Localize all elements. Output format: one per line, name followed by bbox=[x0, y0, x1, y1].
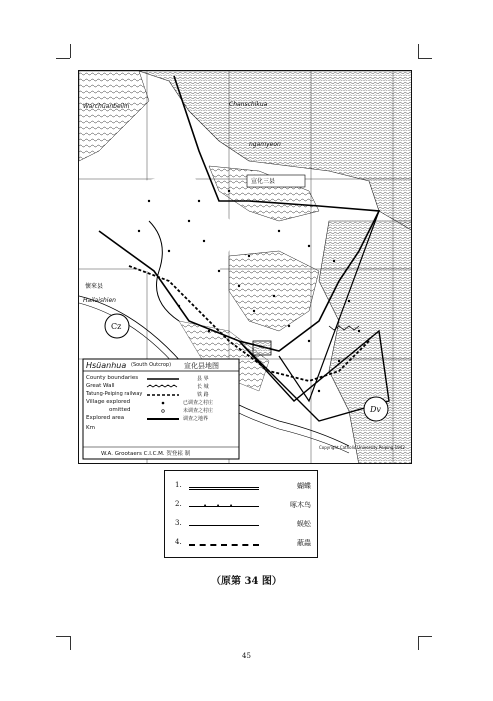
label-top-left-name: Warchüanbeilin bbox=[83, 103, 130, 110]
legend-label: 蜈蚣 bbox=[297, 520, 311, 528]
legend-row bbox=[175, 498, 315, 514]
legend-label: 蝴蝶 bbox=[297, 482, 311, 490]
key-label-3: Village explored bbox=[86, 399, 131, 405]
crop-mark-top-right bbox=[418, 44, 433, 58]
key-label-2: Tatung-Peiping railway bbox=[86, 391, 143, 397]
label-copyright: Copyright Catholic University Peiping 1942 bbox=[319, 445, 405, 450]
legend-num: 1. bbox=[175, 481, 182, 489]
legend-label: 蔽蟲 bbox=[297, 539, 311, 547]
key-cn-3: 已调查之村庄 bbox=[183, 400, 214, 406]
legend-num: 4. bbox=[175, 538, 182, 546]
badge-cz: Cz bbox=[111, 322, 122, 331]
label-left-city-cn: 懷來县 bbox=[85, 283, 104, 290]
legend-title-cn: 宣化县地图 bbox=[184, 362, 219, 370]
label-sub-center-name: ngamyeon bbox=[249, 141, 281, 148]
key-label-6: Km bbox=[86, 425, 95, 431]
key-label-0: County boundaries bbox=[86, 375, 139, 381]
crop-mark-top-left bbox=[56, 44, 71, 58]
legend-line-double bbox=[189, 487, 259, 488]
crop-mark-top-right-h bbox=[418, 58, 432, 59]
key-label-1: Great Wall bbox=[86, 383, 115, 389]
badge-dv: Dv bbox=[370, 405, 381, 414]
legend-row bbox=[175, 517, 315, 533]
label-top-banner-cn: 宣化三县 bbox=[251, 178, 276, 185]
crop-mark-top-left-h bbox=[56, 58, 70, 59]
legend-label: 啄木鸟 bbox=[290, 501, 311, 509]
crop-mark-bottom-right bbox=[418, 636, 433, 650]
key-cn-1: 长 城 bbox=[197, 384, 209, 390]
legend-row bbox=[175, 536, 315, 552]
key-label-5: Explored area bbox=[86, 415, 125, 421]
key-cn-0: 县 界 bbox=[197, 376, 209, 382]
key-label-4: omitted bbox=[109, 407, 131, 413]
crop-mark-bottom-left-h bbox=[56, 636, 70, 637]
legend-title-paren: (South Outcrop) bbox=[131, 362, 172, 368]
label-top-center-name: Chanschikua bbox=[229, 101, 268, 108]
legend-num: 3. bbox=[175, 519, 182, 527]
legend-line-solid bbox=[189, 525, 259, 526]
legend-row bbox=[175, 479, 315, 495]
legend-num: 2. bbox=[175, 500, 182, 508]
legend-title-en: Hsüanhua bbox=[86, 361, 127, 370]
legend-line-dashed bbox=[189, 544, 259, 546]
map-author: W.A. Grootaers C.I.C.M. 贺登崧 制 bbox=[101, 451, 191, 457]
key-cn-2: 铁 路 bbox=[197, 392, 209, 398]
legend-marker-dots: • • • bbox=[203, 502, 234, 510]
legend-box bbox=[164, 470, 318, 558]
legend-line-double-2 bbox=[189, 489, 259, 490]
map-drawing bbox=[79, 71, 412, 464]
key-cn-5: 调查之地界 bbox=[183, 416, 209, 422]
crop-mark-bottom-left bbox=[56, 636, 71, 650]
figure-caption: （原第 34 图） bbox=[211, 576, 282, 587]
page-number: 45 bbox=[242, 652, 251, 660]
map-figure bbox=[78, 70, 412, 464]
key-cn-4: 未调查之村庄 bbox=[183, 408, 214, 414]
label-river: Hailaishien bbox=[83, 297, 116, 304]
crop-mark-bottom-right-h bbox=[418, 636, 432, 637]
